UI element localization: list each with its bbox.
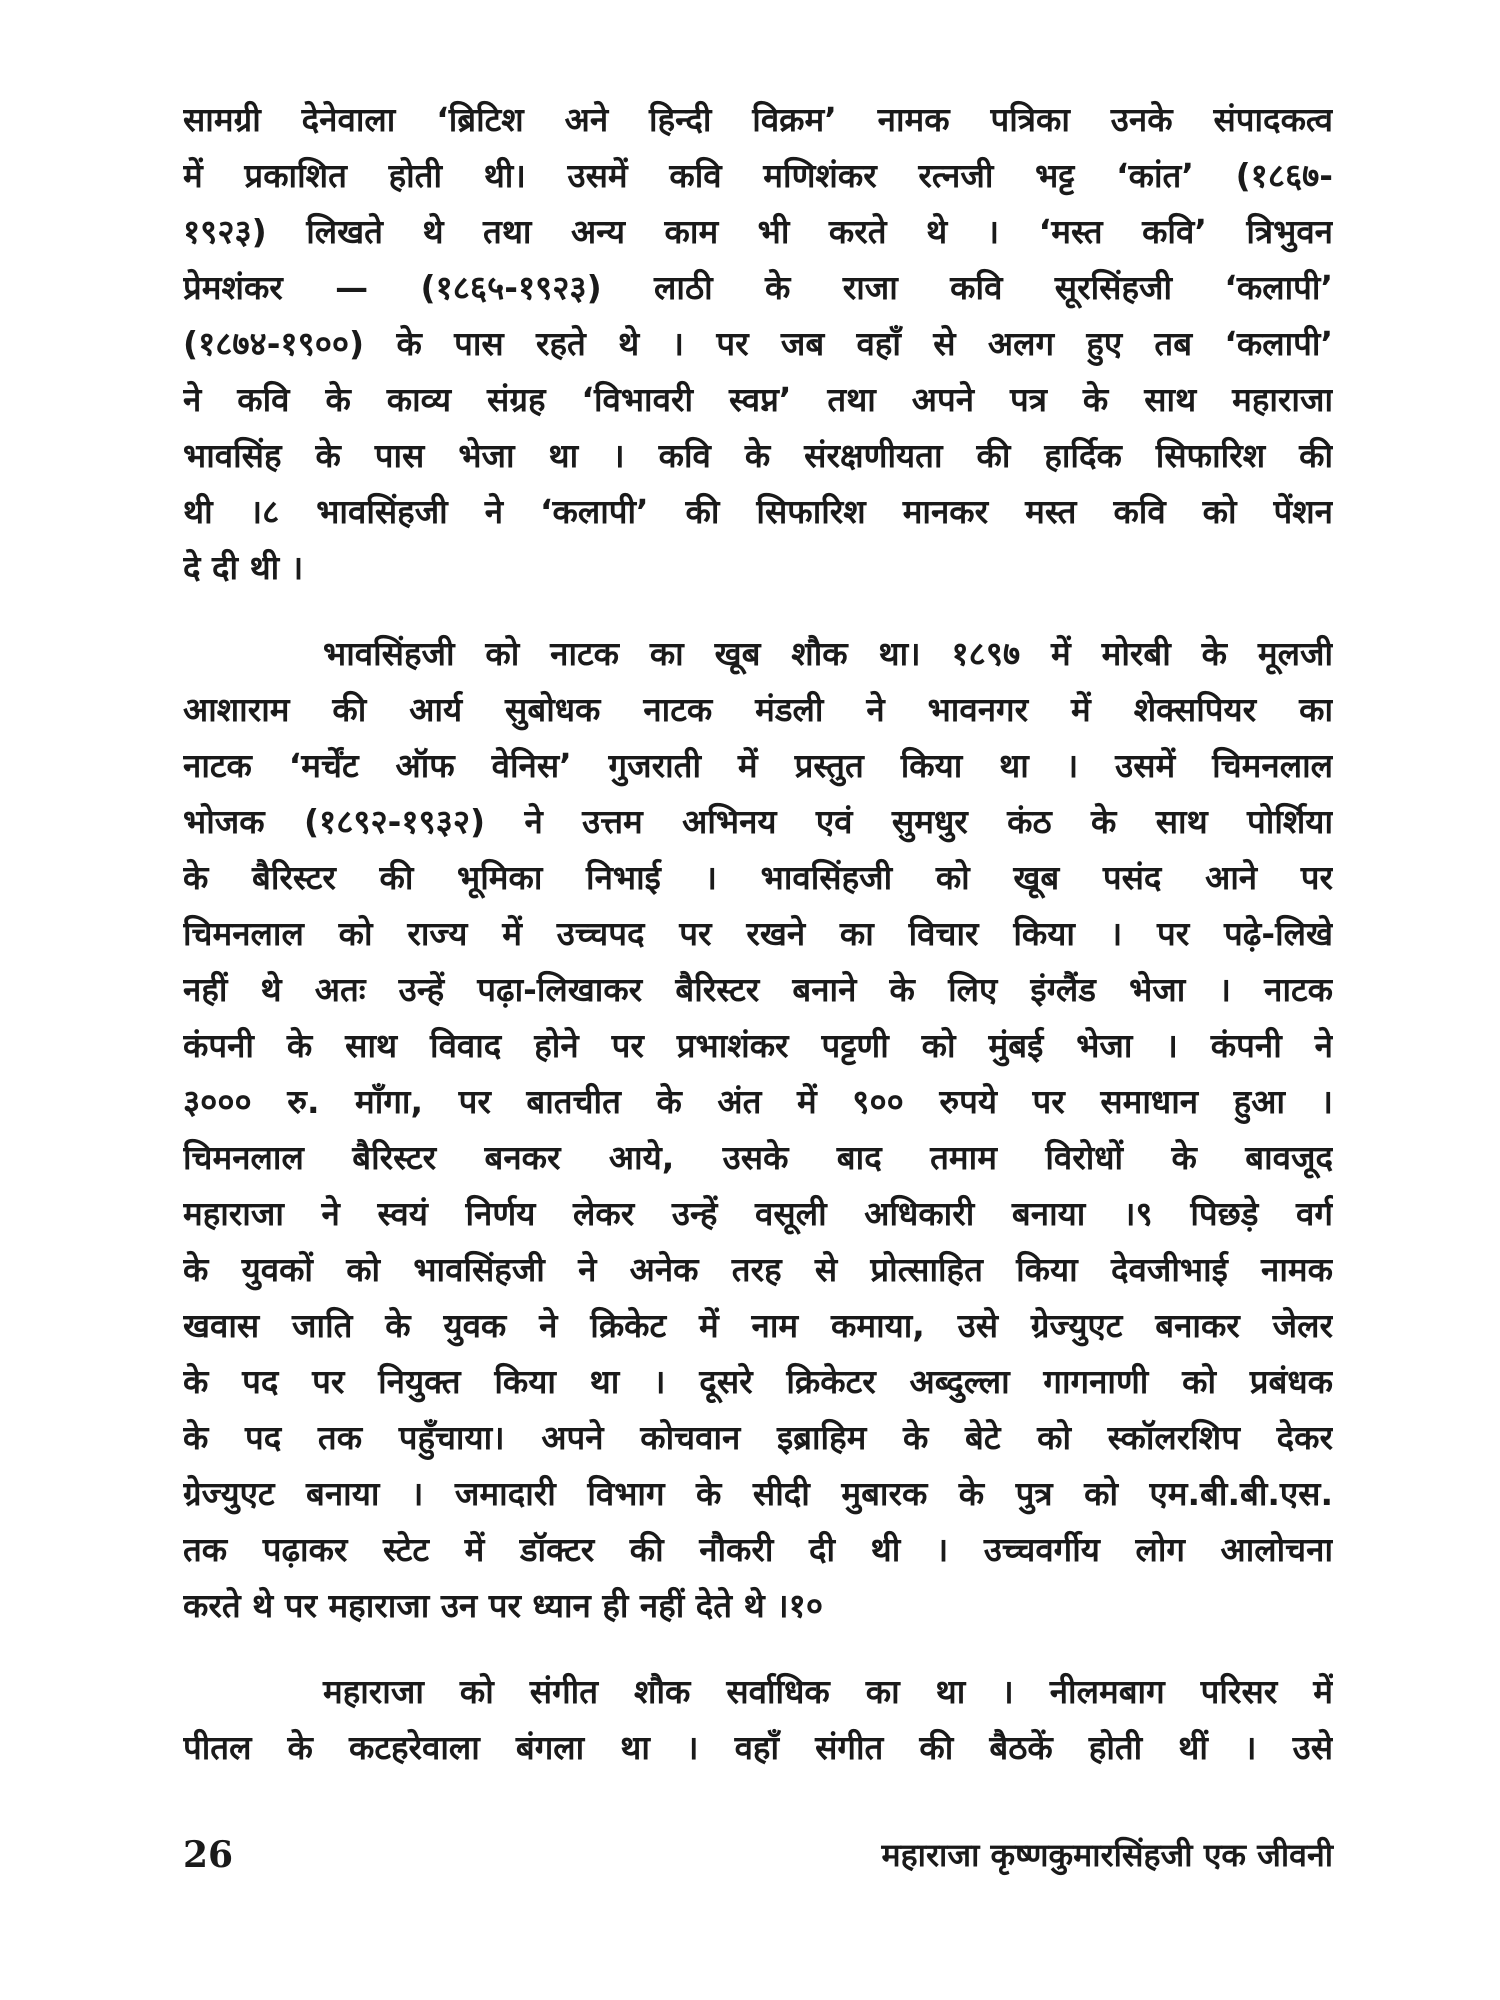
text-line: प्रेमशंकर — (१८६५-१९२३) लाठी के राजा कवि सूरसिंहजी ‘कलापी’ <box>183 268 1333 307</box>
text-line: ३००० रु. माँगा, पर बातचीत के अंत में ९०० रुपये पर समाधान हुआ । <box>183 1082 1333 1121</box>
body-text <box>183 92 1333 1776</box>
text-line: करते थे पर महाराजा उन पर ध्यान ही नहीं देते थे ।१० <box>183 1586 823 1625</box>
text-line: के बैरिस्टर की भूमिका निभाई । भावसिंहजी को खूब पसंद आने पर <box>183 858 1333 897</box>
text-line: (१८७४-१९००) के पास रहते थे । पर जब वहाँ से अलग हुए तब ‘कलापी’ <box>183 324 1333 363</box>
text-line: १९२३) लिखते थे तथा अन्य काम भी करते थे । ‘मस्त कवि’ त्रिभुवन <box>183 212 1333 251</box>
text-line: भावसिंह के पास भेजा था । कवि के संरक्षणीयता की हार्दिक सिफारिश की <box>183 436 1333 475</box>
running-title: महाराजा कृष्णकुमारसिंहजी एक जीवनी <box>881 1836 1333 1874</box>
paragraph-3 <box>183 1664 1333 1776</box>
text-line: ने कवि के काव्य संग्रह ‘विभावरी स्वप्न’ तथा अपने पत्र के साथ महाराजा <box>183 380 1333 419</box>
text-line: नाटक ‘मर्चेंट ऑफ वेनिस’ गुजराती में प्रस्तुत किया था । उसमें चिमनलाल <box>183 746 1333 785</box>
text-line: भोजक (१८९२-१९३२) ने उत्तम अभिनय एवं सुमधुर कंठ के साथ पोर्शिया <box>183 802 1333 841</box>
text-line: सामग्री देनेवाला ‘ब्रिटिश अने हिन्दी विक्रम’ नामक पत्रिका उनके संपादकत्व <box>183 100 1333 139</box>
text-line: भावसिंहजी को नाटक का खूब शौक था। १८९७ में मोरबी के मूलजी <box>323 634 1333 673</box>
text-line: खवास जाति के युवक ने क्रिकेट में नाम कमाया, उसे ग्रेज्युएट बनाकर जेलर <box>183 1306 1333 1345</box>
paragraph-1 <box>183 92 1333 596</box>
text-line: पीतल के कटहरेवाला बंगला था । वहाँ संगीत की बैठकें होती थीं । उसे <box>183 1728 1333 1767</box>
text-line: में प्रकाशित होती थी। उसमें कवि मणिशंकर रत्नजी भट्ट ‘कांत’ (१८६७- <box>183 156 1333 195</box>
text-line: के पद तक पहुँचाया। अपने कोचवान इब्राहिम के बेटे को स्कॉलरशिप देकर <box>183 1418 1333 1457</box>
paragraph-2 <box>183 626 1333 1634</box>
page-number: 26 <box>183 1834 234 1876</box>
text-line: के पद पर नियुक्त किया था । दूसरे क्रिकेटर अब्दुल्ला गागनाणी को प्रबंधक <box>183 1362 1333 1401</box>
text-line: नहीं थे अतः उन्हें पढ़ा-लिखाकर बैरिस्टर बनाने के लिए इंग्लैंड भेजा । नाटक <box>183 970 1333 1009</box>
text-line: महाराजा को संगीत शौक सर्वाधिक का था । नीलमबाग परिसर में <box>323 1672 1333 1711</box>
text-line: चिमनलाल बैरिस्टर बनकर आये, उसके बाद तमाम विरोधों के बावजूद <box>183 1138 1333 1177</box>
text-line: दे दी थी । <box>183 548 304 587</box>
text-line: आशाराम की आर्य सुबोधक नाटक मंडली ने भावनगर में शेक्सपियर का <box>183 690 1333 729</box>
text-line: तक पढ़ाकर स्टेट में डॉक्टर की नौकरी दी थी । उच्चवर्गीय लोग आलोचना <box>183 1530 1333 1569</box>
text-line: महाराजा ने स्वयं निर्णय लेकर उन्हें वसूली अधिकारी बनाया ।९ पिछड़े वर्ग <box>183 1194 1333 1233</box>
text-line: चिमनलाल को राज्य में उच्चपद पर रखने का विचार किया । पर पढ़े-लिखे <box>183 914 1333 953</box>
text-line: के युवकों को भावसिंहजी ने अनेक तरह से प्रोत्साहित किया देवजीभाई नामक <box>183 1250 1333 1289</box>
page-footer <box>183 1830 1333 1880</box>
text-line: ग्रेज्युएट बनाया । जमादारी विभाग के सीदी मुबारक के पुत्र को एम.बी.बी.एस. <box>183 1474 1333 1513</box>
text-line: थी ।८ भावसिंहजी ने ‘कलापी’ की सिफारिश मानकर मस्त कवि को पेंशन <box>183 492 1333 531</box>
text-line: कंपनी के साथ विवाद होने पर प्रभाशंकर पट्टणी को मुंबई भेजा । कंपनी ने <box>183 1026 1333 1065</box>
